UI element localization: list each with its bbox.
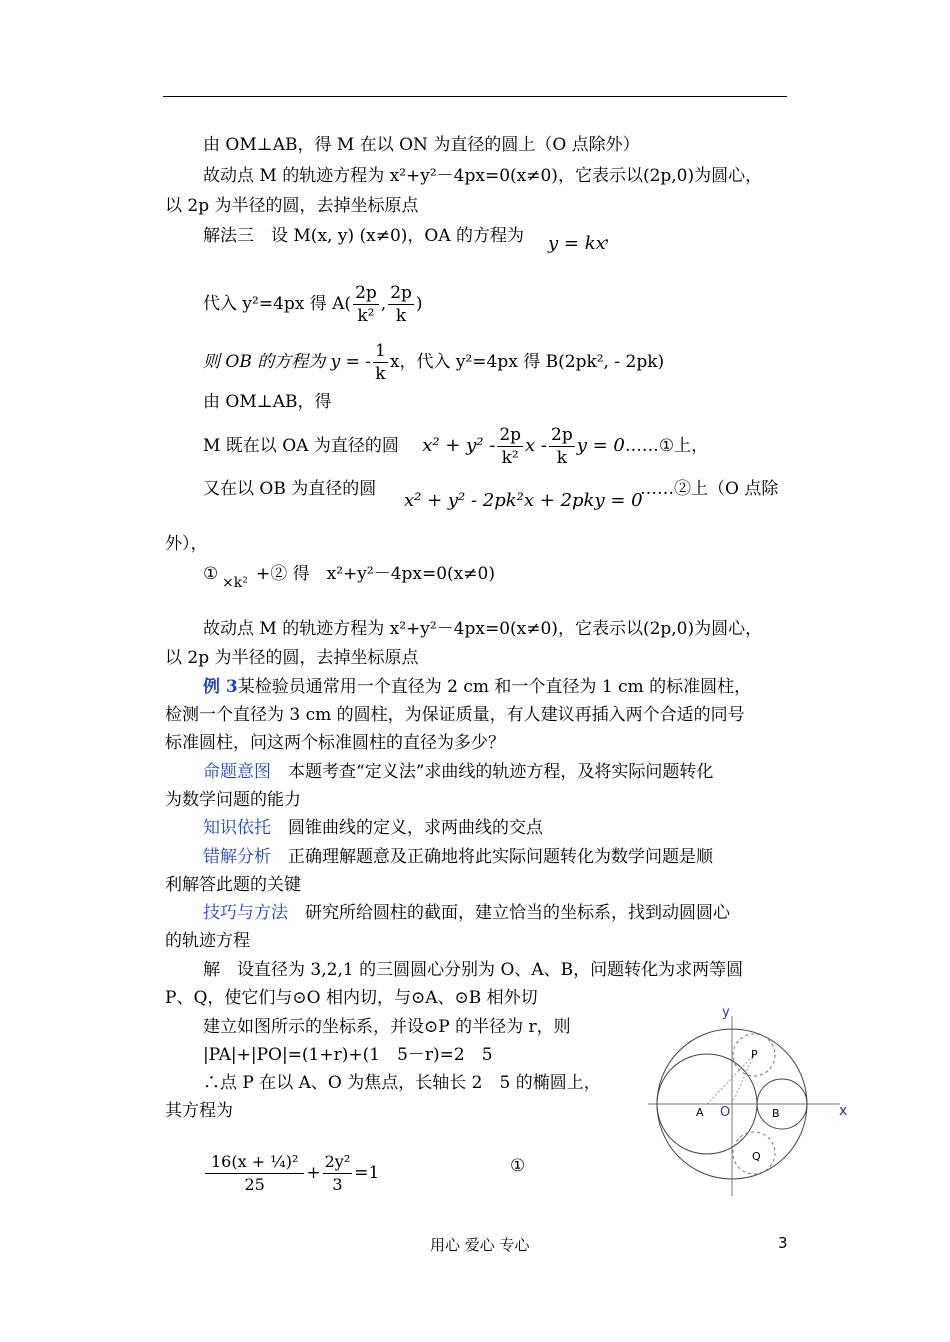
text-segment: ……①上， — [624, 436, 709, 456]
text-line: P、Q，使它们与⊙O 相内切，与⊙A、⊙B 相外切 — [165, 988, 538, 1008]
formula-line: 代入 y²=4px 得 A( $\frac{2p}{\text{k²}}$ , $\frac{2p}{k}$ ) — [203, 283, 423, 326]
section-line — [203, 846, 713, 868]
text-segment: ① — [203, 564, 219, 584]
label-p: P — [751, 1048, 758, 1061]
fraction-den: k² — [357, 306, 375, 326]
text-segment: x，代入 y²=4px 得 B(2pk², - 2pk) — [389, 352, 665, 372]
text-segment: ×k² — [222, 575, 248, 591]
section-label: 技巧与方法 — [203, 903, 288, 923]
segment-pa — [707, 1055, 754, 1104]
section-line — [203, 817, 543, 839]
fraction-num: 16(x + ¼)² — [205, 1151, 304, 1174]
fraction-den: k — [395, 306, 407, 326]
fraction-num: 1 — [375, 341, 386, 361]
footer-text: 用心 爱心 专心 — [430, 1236, 530, 1254]
text-line: 利解答此题的关键 — [165, 875, 301, 895]
text-segment: 则 OB 的方程为 y = - — [203, 352, 372, 372]
formula-line: $\frac{\text{16(x + ¼)²}}{25}$ + $\frac{\text{2y²}}{3}$ =1 — [203, 1140, 379, 1206]
formula-line — [203, 420, 708, 472]
section-label: 知识依托 — [203, 818, 271, 838]
fraction-den: k² — [501, 448, 519, 468]
text-segment: 某检验员通常用一个直径为 2 cm 和一个直径为 1 cm 的标准圆柱， — [237, 677, 752, 697]
text-segment: +② 得 x²+y²－4px=0(x≠0) — [256, 564, 495, 584]
text-segment: 本题考查“定义法”求曲线的轨迹方程，及将实际问题转化 — [288, 762, 714, 782]
text-segment: =1 — [354, 1163, 380, 1183]
formula: y = kx — [548, 233, 606, 254]
text-line: 由 OM⊥AB，得 — [203, 392, 332, 412]
formula: x² + y² - — [422, 435, 496, 456]
fraction-den: k — [556, 448, 568, 468]
text-line: 又在以 OB 为直径的圆 — [203, 479, 377, 499]
text-line: |PA|+|PO|=(1+r)+(1 5－r)=2 5 — [203, 1045, 493, 1065]
text-segment: 正确理解题意及正确地将此实际问题转化为数学问题是顺 — [288, 847, 713, 867]
text-segment: 解法三 设 M(x, y) (x≠0)，OA 的方程为 — [203, 226, 525, 246]
fraction — [353, 282, 379, 327]
label-o: O — [720, 1105, 731, 1120]
fraction — [549, 424, 575, 469]
text-segment: ……②上（O 点除 — [640, 479, 779, 499]
label-q: Q — [752, 1150, 761, 1163]
formula: x² + y² - 2pk²x + 2pky = 0 — [404, 490, 643, 511]
fraction-num: 2p — [355, 283, 377, 303]
fraction-den: 3 — [332, 1175, 343, 1194]
text-line: 以 2p 为半径的圆，去掉坐标原点 — [165, 648, 419, 668]
fraction-den: k — [375, 364, 386, 384]
text-line: 标准圆柱，问这两个标准圆柱的直径为多少？ — [165, 733, 505, 753]
text-line: 的轨迹方程 — [165, 931, 250, 951]
label-b: B — [772, 1107, 780, 1120]
fraction-num: 2p — [499, 425, 522, 445]
fraction-den: 25 — [244, 1175, 265, 1194]
text-line — [203, 225, 524, 247]
section-label: 命题意图 — [203, 762, 271, 782]
text-line: 建立如图所示的坐标系，并设⊙P 的半径为 r，则 — [203, 1017, 571, 1037]
formula: y = 0 — [576, 435, 625, 456]
text-line: 为数学问题的能力 — [165, 790, 301, 810]
equation-number: ① — [510, 1156, 526, 1176]
text-segment: ， — [604, 226, 621, 246]
fraction-num: 2y² — [323, 1151, 353, 1174]
formula: x - — [525, 435, 548, 456]
fraction-num: 2p — [390, 283, 412, 303]
text-segment: 研究所给圆柱的截面，建立恰当的坐标系，找到动圆圆心 — [305, 903, 730, 923]
text-line: 检测一个直径为 3 cm 的圆柱，为保证质量，有人建议再插入两个合适的同号 — [165, 705, 745, 725]
text-line: 外）， — [165, 534, 208, 554]
x-axis-label: x — [839, 1103, 848, 1119]
text-segment: 圆锥曲线的定义，求两曲线的交点 — [288, 818, 543, 838]
text-segment: ) — [415, 294, 423, 314]
section-label: 错解分析 — [203, 847, 271, 867]
fraction-num: 2p — [551, 425, 573, 445]
text-line: 故动点 M 的轨迹方程为 x²+y²－4px=0(x≠0)，它表示以(2p,0)为圆心， — [203, 619, 763, 639]
text-line: 故动点 M 的轨迹方程为 x²+y²－4px=0(x≠0)，它表示以(2p,0)为圆心， — [203, 166, 763, 186]
fraction — [373, 340, 388, 385]
circle-figure — [640, 1000, 850, 1200]
text-line: 解 设直径为 3,2,1 的三圆圆心分别为 O、A、B，问题转化为求两等圆 — [203, 960, 744, 980]
text-line: 其方程为 — [165, 1101, 233, 1121]
text-line: 以 2p 为半径的圆，去掉坐标原点 — [165, 196, 419, 216]
example-line — [203, 676, 751, 698]
text-segment: 代入 y²=4px 得 A( — [203, 294, 352, 314]
fraction — [497, 424, 523, 469]
fraction — [323, 1151, 353, 1196]
label-a: A — [696, 1106, 704, 1119]
text-line: ∴点 P 在以 A、O 为焦点，长轴长 2 5 的椭圆上， — [203, 1073, 601, 1093]
fraction — [205, 1151, 304, 1196]
section-line — [203, 761, 713, 783]
text-line: 由 OM⊥AB，得 M 在以 ON 为直径的圆上（O 点除外） — [203, 135, 640, 155]
example-label: 例 3 — [203, 677, 238, 697]
page-number: 3 — [778, 1234, 788, 1252]
y-axis-label: y — [722, 1005, 730, 1020]
header-rule — [163, 96, 787, 97]
text-segment: M 既在以 OA 为直径的圆 — [203, 436, 399, 456]
formula-line — [203, 336, 664, 388]
fraction — [388, 282, 414, 327]
section-line — [203, 902, 730, 924]
